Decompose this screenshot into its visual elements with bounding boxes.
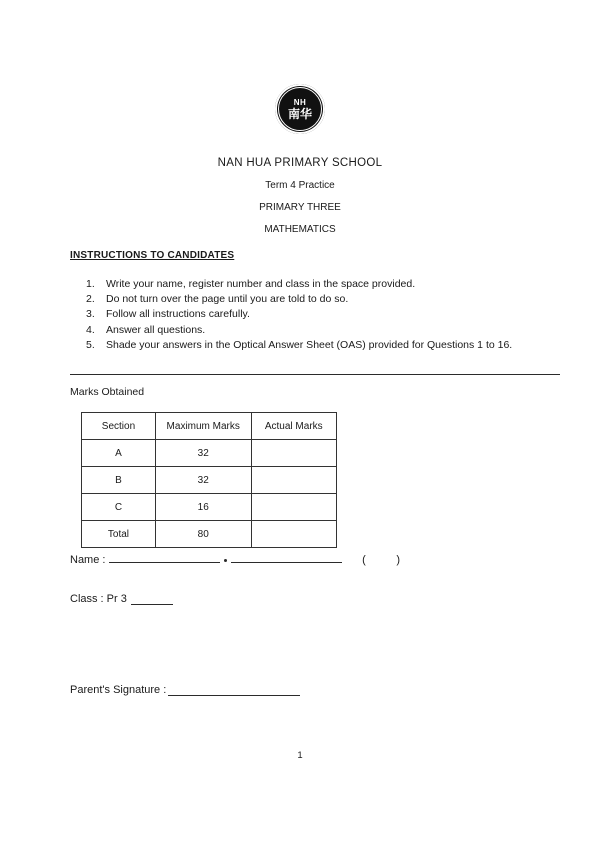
- class-label: Class : Pr 3: [70, 593, 127, 605]
- name-field-row: [70, 553, 400, 566]
- instruction-number: 1.: [86, 278, 95, 290]
- parent-signature-label: Parent's Signature :: [70, 684, 167, 696]
- cell-maximum: 80: [155, 521, 251, 548]
- instruction-text: Follow all instructions carefully.: [106, 308, 250, 321]
- list-item: [86, 292, 526, 307]
- cell-section: C: [82, 494, 156, 521]
- register-number-field[interactable]: ( ): [362, 554, 401, 566]
- instruction-text: Do not turn over the page until you are told to do so.: [106, 293, 349, 306]
- instructions-list: [86, 277, 526, 353]
- school-logo-container: [0, 84, 600, 134]
- cell-actual[interactable]: [251, 521, 336, 548]
- instruction-number: 4.: [86, 323, 95, 336]
- school-name: NAN HUA PRIMARY SCHOOL: [217, 157, 383, 169]
- parent-signature-row: [70, 684, 300, 696]
- name-rule-dot: [224, 559, 227, 562]
- instruction-text: Shade your answers in the Optical Answer Sheet (OAS) provided for Questions 1 to 16.: [106, 338, 513, 351]
- table-row: [82, 521, 337, 548]
- name-label: Name :: [70, 554, 106, 566]
- instructions-heading: INSTRUCTIONS TO CANDIDATES: [70, 250, 235, 261]
- school-crest-icon: [275, 84, 325, 134]
- table-header-row: [82, 413, 337, 440]
- list-item: [86, 338, 526, 353]
- name-input[interactable]: [109, 553, 220, 563]
- parent-signature-input[interactable]: [168, 685, 300, 696]
- crest-english-text: NH: [293, 97, 307, 107]
- crest-chinese-text: 南华: [287, 106, 312, 121]
- cell-actual[interactable]: [251, 467, 336, 494]
- column-header-maximum-marks: Maximum Marks: [155, 413, 251, 440]
- name-input-continued[interactable]: [231, 553, 342, 563]
- instruction-number: 2.: [86, 293, 95, 306]
- column-header-section: Section: [82, 413, 156, 440]
- level-title: PRIMARY THREE: [259, 202, 341, 213]
- cell-section: A: [82, 440, 156, 467]
- instruction-text: Answer all questions.: [106, 323, 206, 336]
- class-input[interactable]: [131, 594, 173, 605]
- marks-obtained-label: Marks Obtained: [70, 386, 145, 398]
- section-divider: [70, 374, 560, 375]
- cell-actual[interactable]: [251, 440, 336, 467]
- document-header: [0, 157, 600, 235]
- table-row: [82, 467, 337, 494]
- class-field-row: [70, 593, 173, 605]
- cell-actual[interactable]: [251, 494, 336, 521]
- cell-maximum: 32: [155, 467, 251, 494]
- list-item: [86, 307, 526, 322]
- cell-maximum: 16: [155, 494, 251, 521]
- list-item: [86, 277, 526, 292]
- list-item: [86, 323, 526, 338]
- instruction-number: 5.: [86, 338, 95, 351]
- table-row: [82, 494, 337, 521]
- page-number: 1: [297, 750, 303, 761]
- column-header-actual-marks: Actual Marks: [251, 413, 336, 440]
- cell-maximum: 32: [155, 440, 251, 467]
- cell-section: B: [82, 467, 156, 494]
- table-row: [82, 440, 337, 467]
- term-title: Term 4 Practice: [265, 180, 335, 191]
- subject-title: MATHEMATICS: [264, 224, 336, 235]
- marks-table: [81, 412, 337, 548]
- cell-section: Total: [82, 521, 156, 548]
- instruction-number: 3.: [86, 308, 95, 321]
- instruction-text: Write your name, register number and class in the space provided.: [106, 278, 416, 290]
